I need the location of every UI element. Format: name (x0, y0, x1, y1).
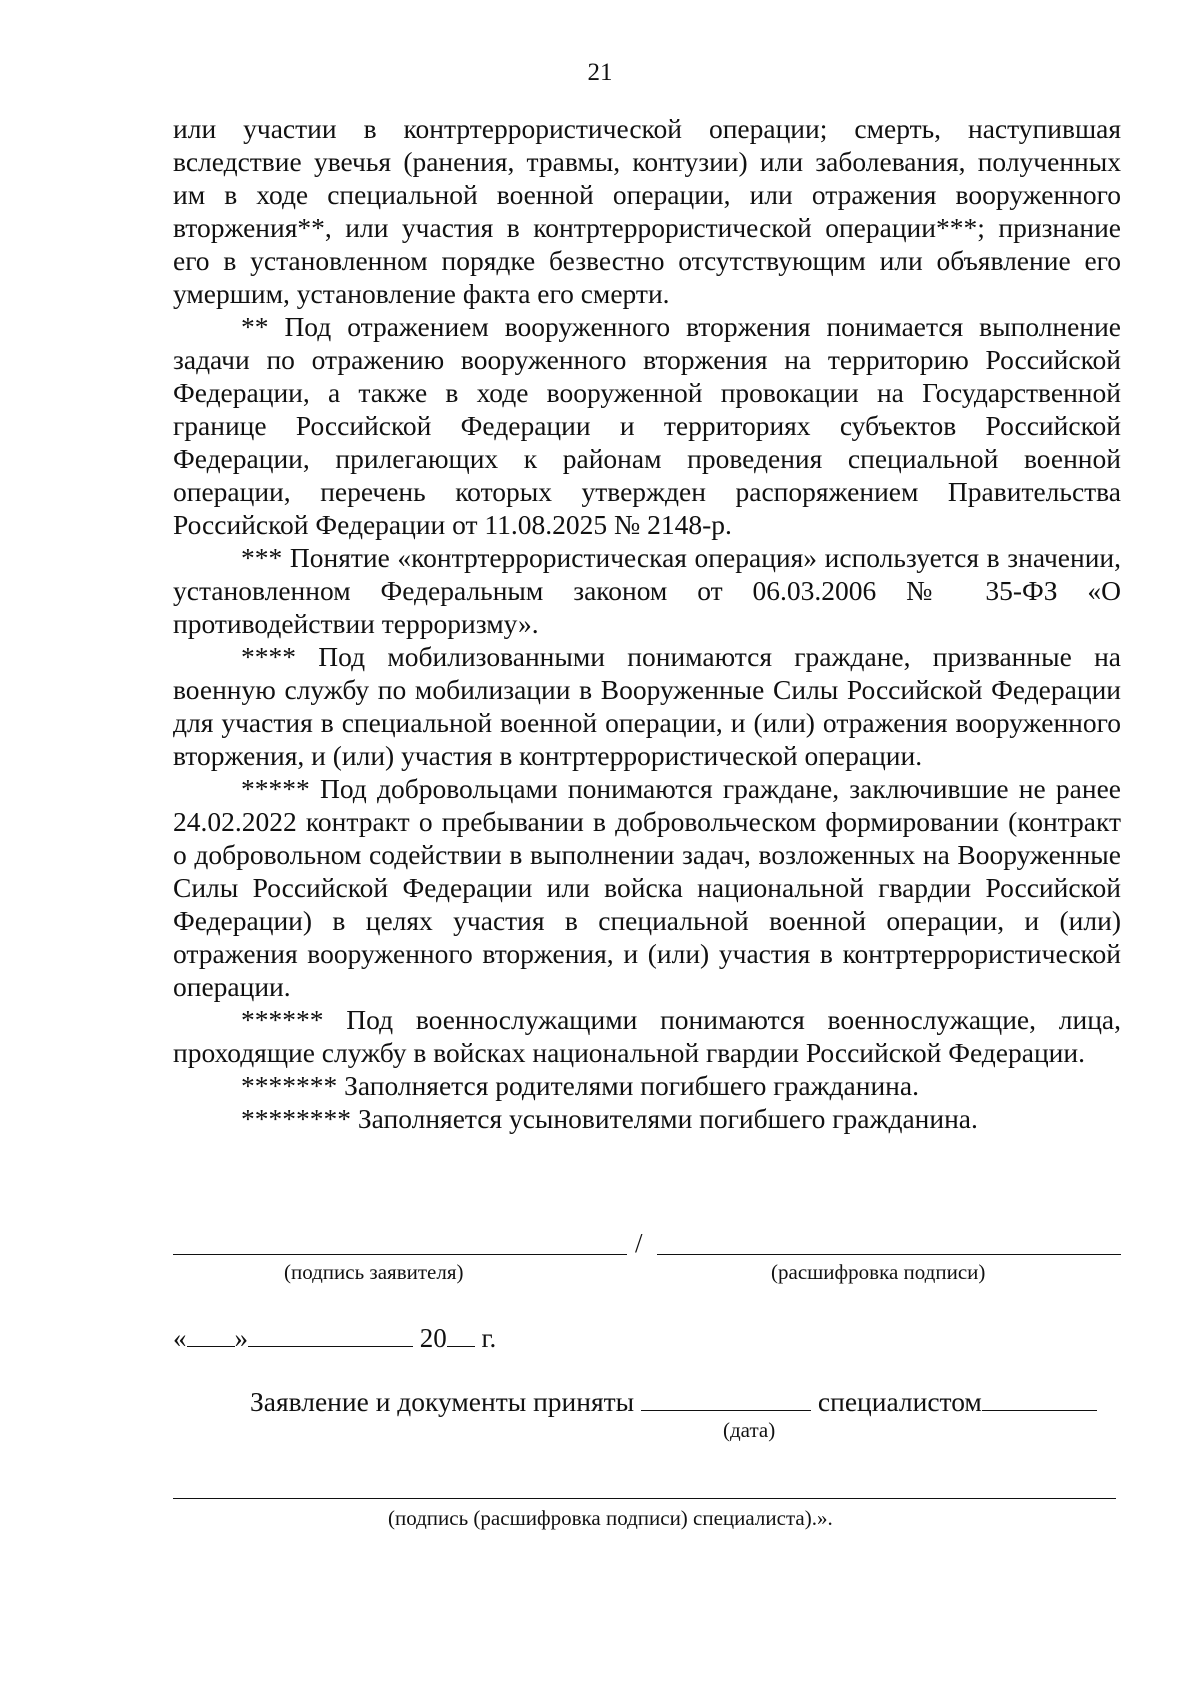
paragraph-continuation: или участии в контртеррористической операции; смерть, наступившая вследствие увечья (ранения, травмы, контузии) или заболевания, полученных им в ходе специальной военной операции, или отражения вооруженного вторжения**, или участия в контртеррористической операции***; признание его в установленном порядке безвестно отсутствующим или объявление его умершим, установление факта его смерти. (173, 113, 1121, 309)
year-prefix: 20 (419, 1323, 447, 1353)
year-blank[interactable] (447, 1320, 475, 1347)
footnote-counterterrorism: *** Понятие «контртеррористическая операция» используется в значении, установленном Федеральным законом от 06.03.2006 № 35-ФЗ «О противодействии терроризму». (173, 542, 1121, 639)
footnote-servicemen: ****** Под военнослужащими понимаются военнослужащие, лица, проходящие службу в войсках национальной гвардии Российской Федерации. (173, 1004, 1121, 1068)
applicant-signature-line[interactable] (173, 1254, 627, 1255)
day-blank[interactable] (187, 1320, 235, 1347)
acceptance-line (250, 1384, 1097, 1418)
date-caption: (дата) (723, 1418, 776, 1442)
specialist-signature-line[interactable] (173, 1498, 1116, 1499)
applicant-signature-caption: (подпись заявителя) (284, 1260, 464, 1284)
close-quote: » (234, 1323, 248, 1353)
footnote-parents: ******* Заполняется родителями погибшего гражданина. (241, 1070, 919, 1101)
footnote-mobilized: **** Под мобилизованными понимаются граждане, призванные на военную службу по мобилизации в Вооруженные Силы Российской Федерации для участия в специальной военной операции, и (или) отражения вооруженного вторжения, и (или) участия в контртеррористической операции. (173, 641, 1121, 771)
footnote-armed-invasion: ** Под отражением вооруженного вторжения понимается выполнение задачи по отражению вооруженного вторжения на территорию Российской Федерации, а также в ходе вооруженной провокации на Государственной границе Российской Федерации и территориях субъектов Российской Федерации, прилегающих к районам проведения специальной военной операции, перечень которых утвержден распоряжением Правительства Российской Федерации от 11.08.2025 № 2148-р. (173, 311, 1121, 540)
page-number: 21 (587, 59, 613, 86)
body-text (173, 112, 1121, 1135)
month-blank[interactable] (248, 1320, 413, 1347)
year-suffix: г. (481, 1323, 497, 1353)
specialist-text: специалистом (817, 1386, 982, 1417)
footnote-adoptive-parents: ******** Заполняется усыновителями погибшего гражданина. (241, 1103, 978, 1134)
signature-decode-line[interactable] (657, 1254, 1121, 1255)
date-line (173, 1320, 496, 1354)
signature-decode-caption: (расшифровка подписи) (771, 1260, 986, 1284)
footnote-volunteers: ***** Под добровольцами понимаются граждане, заключившие не ранее 24.02.2022 контракт о пребывании в добровольческом формировании (контракт о добровольном содействии в выполнении задач, возложенных на Вооруженные Силы Российской Федерации или войска национальной гвардии Российской Федерации) в целях участия в специальной военной операции, и (или) отражения вооруженного вторжения, и (или) участия в контртеррористической операции. (173, 773, 1121, 1002)
specialist-blank[interactable] (982, 1384, 1097, 1411)
specialist-signature-caption: (подпись (расшифровка подписи) специалиста).». (388, 1506, 833, 1530)
signature-separator: / (635, 1228, 643, 1258)
acceptance-date-blank[interactable] (641, 1384, 811, 1411)
acceptance-text: Заявление и документы приняты (250, 1386, 635, 1417)
open-quote: « (173, 1323, 187, 1353)
